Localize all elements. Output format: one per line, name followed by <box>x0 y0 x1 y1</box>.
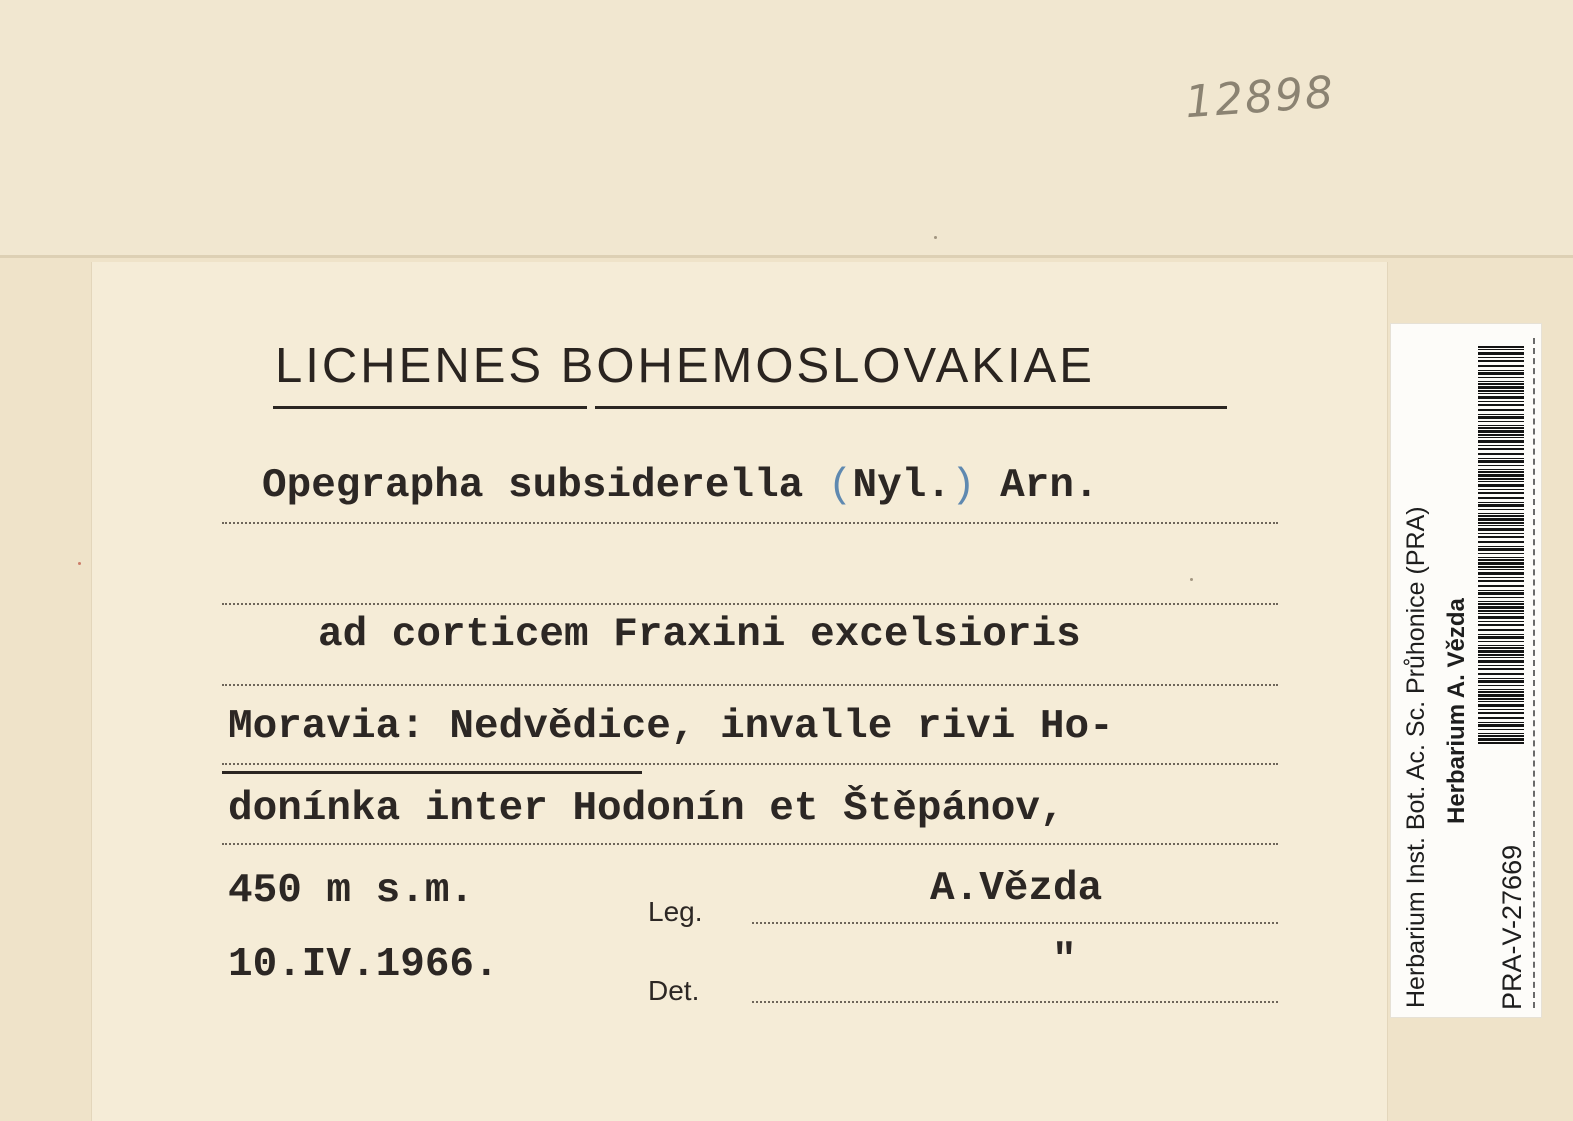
collector-name: A.Vězda <box>930 866 1103 912</box>
species-parenthetical-author: Nyl. <box>852 463 951 509</box>
specimen-id: PRA-V-27669 <box>1497 844 1527 1010</box>
title-rule-right <box>595 406 1227 409</box>
dust-speck <box>934 236 937 239</box>
dotted-line-species <box>222 522 1278 524</box>
label-title: LICHENES BOHEMOSLOVAKIAE <box>275 339 1095 393</box>
herbarium-collection: Herbarium A. Vězda <box>1443 598 1470 824</box>
altitude-text: 450 m s.m. <box>228 868 475 914</box>
species-genus-epithet: Opegrapha subsiderella <box>262 463 804 509</box>
herbarium-institution: Herbarium Inst. Bot. Ac. Sc. Průhonice (PRA) <box>1402 506 1430 1008</box>
locality-line-1: Moravia: Nedvědice, invalle rivi Ho- <box>228 704 1114 750</box>
determiner-ditto: " <box>1052 938 1077 984</box>
dotted-line-det <box>752 1001 1278 1003</box>
red-speck <box>78 562 81 565</box>
dotted-line-substrate <box>222 684 1278 686</box>
handwritten-catalog-number: 12898 <box>1183 66 1337 129</box>
species-name <box>262 463 1099 509</box>
det-label: Det. <box>648 975 700 1006</box>
barcode-dashed-rule <box>1533 338 1535 1008</box>
top-sheet <box>0 0 1573 256</box>
barcode <box>1478 346 1524 746</box>
substrate-text: ad corticem Fraxini excelsioris <box>318 612 1081 658</box>
region-underline <box>222 771 642 774</box>
dust-speck <box>1190 578 1193 581</box>
title-rule-left <box>273 406 587 409</box>
collection-date: 10.IV.1966. <box>228 942 499 988</box>
leg-label: Leg. <box>648 896 703 927</box>
dotted-line-locality-1 <box>222 763 1278 765</box>
open-paren: ( <box>827 463 853 509</box>
dotted-line-locality-2 <box>222 843 1278 845</box>
locality-line-2: donínka inter Hodonín et Štěpánov, <box>228 786 1065 832</box>
close-paren: ) <box>950 463 976 509</box>
species-author: Arn. <box>1000 463 1099 509</box>
dotted-line-leg <box>752 922 1278 924</box>
dotted-line-blank <box>222 603 1278 605</box>
